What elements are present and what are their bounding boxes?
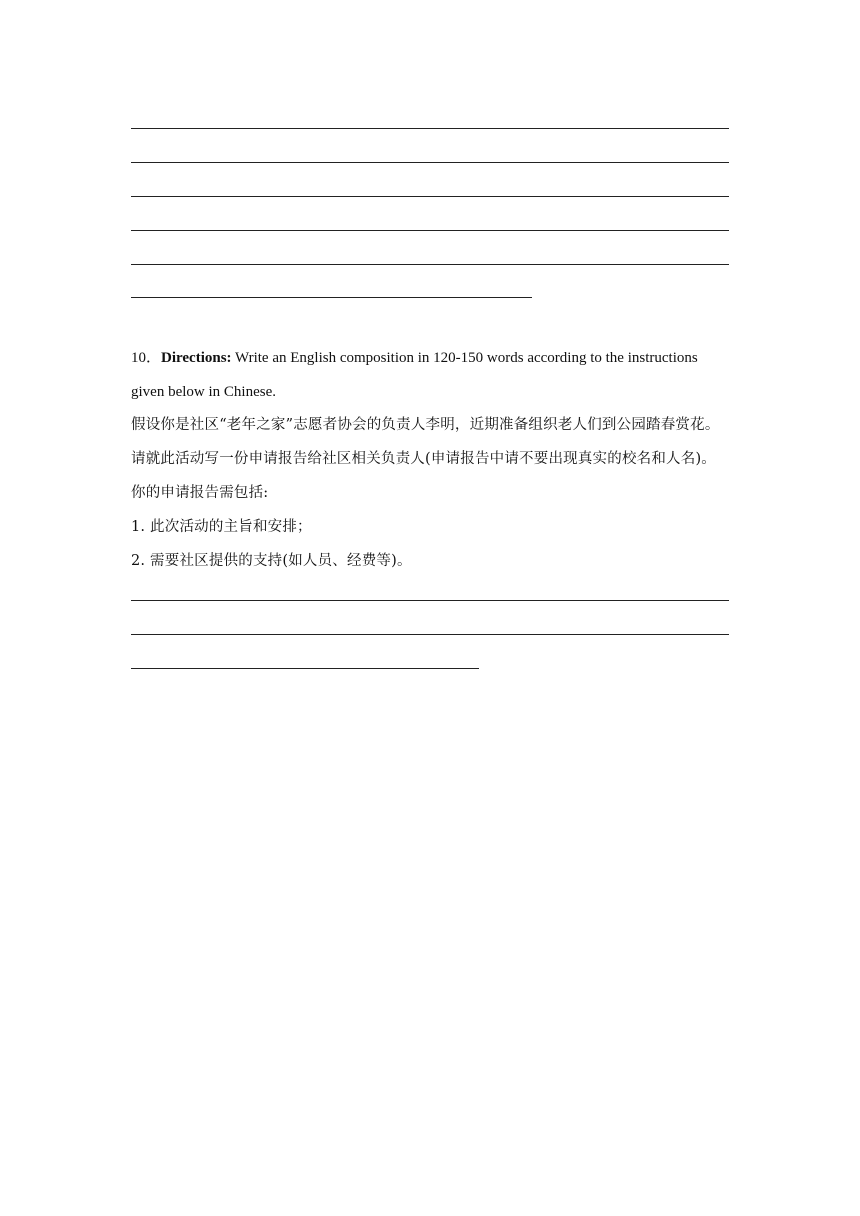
answer-line[interactable] — [131, 668, 479, 669]
directions-label: Directions: — [161, 350, 232, 366]
question-directions — [131, 348, 698, 368]
requirement-item-1: 1. 此次活动的主旨和安排； — [131, 519, 312, 535]
answer-line[interactable] — [131, 634, 729, 635]
question-number: 10． — [131, 350, 162, 366]
answer-line[interactable] — [131, 297, 532, 298]
answer-line[interactable] — [131, 230, 729, 231]
requirement-item-2: 2. 需要社区提供的支持(如人员、经费等)。 — [131, 553, 412, 569]
prompt-line-1: 假设你是社区“老年之家”志愿者协会的负责人李明，近期准备组织老人们到公园踏春赏花。 — [131, 417, 720, 433]
answer-line[interactable] — [131, 264, 729, 265]
answer-line[interactable] — [131, 196, 729, 197]
answer-line[interactable] — [131, 162, 729, 163]
directions-text: Write an English composition in 120-150 words according to the instructions — [231, 350, 698, 366]
answer-line[interactable] — [131, 128, 729, 129]
directions-continuation: given below in Chinese. — [131, 384, 276, 400]
prompt-line-3: 你的申请报告需包括: — [131, 485, 269, 501]
prompt-line-2: 请就此活动写一份申请报告给社区相关负责人(申请报告中请不要出现真实的校名和人名)。 — [131, 451, 717, 467]
answer-line[interactable] — [131, 600, 729, 601]
